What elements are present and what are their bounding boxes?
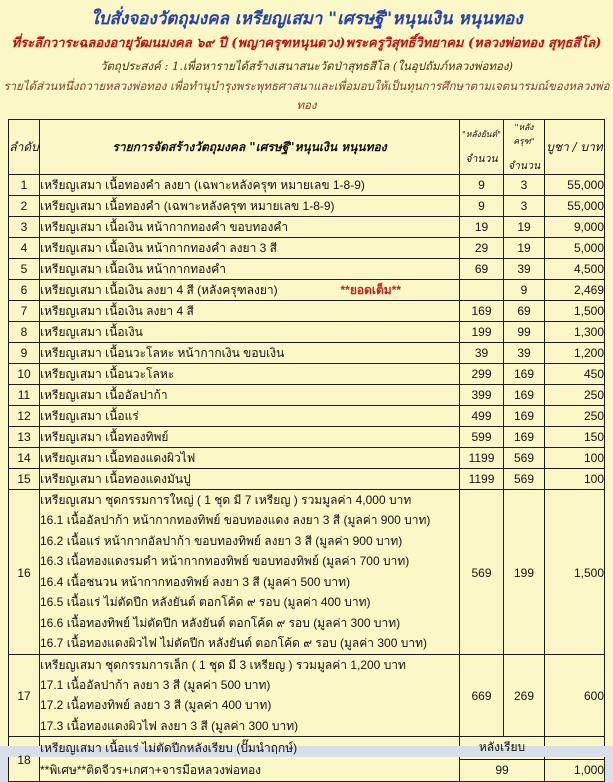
sub-item-line: 16.3 เนื้อทองแดงรมดำ หน้ากากทองทิพย์ ขอบทองทิพย์ (มูลค่า 700 บาท) bbox=[40, 554, 410, 568]
order-row bbox=[9, 654, 605, 737]
item-text: เหรียญเสมา เนื้อเงิน หน้ากากทองคำ bbox=[40, 262, 226, 276]
row-number-cell: 18 bbox=[9, 737, 40, 782]
order-row bbox=[9, 406, 605, 427]
order-row bbox=[9, 301, 605, 322]
row-number-cell: 12 bbox=[9, 406, 40, 427]
item-description-cell bbox=[40, 385, 460, 406]
order-row bbox=[9, 238, 605, 259]
qty-back-garuda-cell: 169 bbox=[504, 364, 545, 385]
item-description-cell bbox=[40, 280, 460, 301]
form-subtitle: ที่ระลึกวาระฉลองอายุวัฒนมงคล ๖๙ ปี (พญาครุฑหนุนดวง)พระครูวิสุทธิ์วิทยาคม (หลวงพ่อทอง สุทฺธสีโล) bbox=[11, 36, 602, 51]
qty-cell: 99 bbox=[460, 759, 545, 782]
sub-item-line: 16.6 เนื้อทองทิพย์ ไม่ตัดปีก หลังยันต์ ตอกโค้ด ๙ รอบ (มูลค่า 300 บาท) bbox=[40, 615, 401, 630]
sub-item-line: 16.7 เนื้อทองแดงผิวไฟ ไม่ตัดปีก หลังยันต์ ตอกโค้ด ๙ รอบ (มูลค่า 300 บาท) bbox=[40, 636, 427, 650]
table-header-row bbox=[9, 120, 605, 175]
qty-back-yant-cell: 1199 bbox=[460, 469, 504, 490]
item-description-cell bbox=[40, 654, 460, 737]
order-table-body bbox=[9, 175, 605, 782]
price-cell: 5,000 bbox=[545, 238, 605, 259]
row-number-cell: 13 bbox=[9, 427, 40, 448]
sold-out-badge: **ยอดเต็ม** bbox=[340, 283, 401, 297]
item-description-cell bbox=[40, 469, 460, 490]
sub-item-line: 17.2 เนื้อทองทิพย์ ลงยา 3 สี (มูลค่า 400 บาท) bbox=[40, 698, 272, 712]
qty-back-yant-cell: 39 bbox=[460, 343, 504, 364]
form-note: รายได้ส่วนหนึ่งถวายหลวงพ่อทอง เพื่อทำนุบำรุงพระพุทธศาสนาและเพื่อมอบให้เป็นทุนการศึกษาตามเจตนารมณ์ของหลวงพ่อทอง bbox=[3, 79, 610, 112]
qty-back-yant-cell: 569 bbox=[460, 490, 504, 655]
qty-back-garuda-cell: 199 bbox=[504, 490, 545, 655]
qty-back-yant-cell: 1199 bbox=[460, 448, 504, 469]
order-row bbox=[9, 280, 605, 301]
price-cell: 9,000 bbox=[545, 217, 605, 238]
qty-back-garuda-cell: 9 bbox=[504, 280, 545, 301]
row-number-cell: 10 bbox=[9, 364, 40, 385]
order-row bbox=[9, 259, 605, 280]
qty-back-garuda-cell: 19 bbox=[504, 217, 545, 238]
qty-back-yant-cell: 9 bbox=[460, 196, 504, 217]
row-number-cell: 8 bbox=[9, 322, 40, 343]
price-cell: 55,000 bbox=[545, 196, 605, 217]
order-row bbox=[9, 217, 605, 238]
item-text: เหรียญเสมา เนื้อนวะโลหะ หน้ากากเงิน ขอบเงิน bbox=[40, 346, 285, 360]
column-header-no: ลำดับ bbox=[9, 120, 40, 175]
price-cell: 2,469 bbox=[545, 280, 605, 301]
qty-back-yant-cell: 499 bbox=[460, 406, 504, 427]
qty-back-garuda-cell: 39 bbox=[504, 259, 545, 280]
price-cell: 150 bbox=[545, 427, 605, 448]
order-row bbox=[9, 427, 605, 448]
item-text: เหรียญเสมา เนื้ออัลปาก้า bbox=[40, 388, 168, 402]
item-description-cell bbox=[40, 259, 460, 280]
item-description-cell bbox=[40, 301, 460, 322]
row-number-cell: 2 bbox=[9, 196, 40, 217]
sub-item-line: 16.5 เนื้อแร่ ไม่ตัดปีก หลังยันต์ ตอกโค้ด ๙ รอบ (มูลค่า 400 บาท) bbox=[40, 595, 371, 609]
qty-back-yant-cell: 669 bbox=[460, 654, 504, 737]
qty-back-garuda-cell: 3 bbox=[504, 175, 545, 196]
sub-item-line: 17.3 เนื้อทองแดงผิวไฟ ลงยา 3 สี (มูลค่า 300 บาท) bbox=[40, 718, 299, 733]
row-number-cell: 6 bbox=[9, 280, 40, 301]
special-note-text: **พิเศษ**ติดจีวร+เกศา+จารมือหลวงพ่อทอง bbox=[40, 763, 262, 777]
qty-back-yant-cell: 399 bbox=[460, 385, 504, 406]
item-description-cell bbox=[40, 196, 460, 217]
back-yant-label: "หลังยันต์" bbox=[461, 130, 502, 140]
form-purpose: วัตถุประสงค์ : 1.เพื่อหารายได้สร้างเสนาสนะวัดป่าสุทธสีโล (ในอุปถัมภ์หลวงพ่อทอง) bbox=[100, 59, 513, 73]
sub-item-line: 16.1 เนื้ออัลปาก้า หน้ากากทองทิพย์ ขอบทองแดง ลงยา 3 สี (มูลค่า 900 บาท) bbox=[40, 513, 431, 527]
row-number-cell: 3 bbox=[9, 217, 40, 238]
price-cell: 4,500 bbox=[545, 259, 605, 280]
qty-back-yant-cell: 299 bbox=[460, 364, 504, 385]
row-number-cell: 1 bbox=[9, 175, 40, 196]
item-text: เหรียญเสมา เนื้อทองทิพย์ bbox=[40, 430, 169, 444]
price-cell: 250 bbox=[545, 406, 605, 427]
price-cell: 1,300 bbox=[545, 322, 605, 343]
form-header bbox=[0, 7, 613, 115]
price-cell: 1,500 bbox=[545, 490, 605, 655]
qty-back-yant-cell: 9 bbox=[460, 175, 504, 196]
item-description-cell bbox=[40, 490, 460, 655]
item-description-cell bbox=[40, 217, 460, 238]
order-row bbox=[9, 490, 605, 655]
qty-back-yant-cell: 599 bbox=[460, 427, 504, 448]
form-title: ใบสั่งจองวัตถุมงคล เหรียญเสมา "เศรษฐี"หนุนเงิน หนุนทอง bbox=[90, 9, 523, 29]
qty-back-garuda-cell: 69 bbox=[504, 301, 545, 322]
column-header-back-yant bbox=[460, 120, 504, 175]
row-number-cell: 4 bbox=[9, 238, 40, 259]
qty-back-yant-cell: 29 bbox=[460, 238, 504, 259]
item-description-cell bbox=[40, 343, 460, 364]
qty-back-garuda-cell: 269 bbox=[504, 654, 545, 737]
item-text: เหรียญเสมา ชุดกรรมการใหญ่ ( 1 ชุด มี 7 เหรียญ ) รวมมูลค่า 4,000 บาท bbox=[40, 493, 412, 507]
qty-back-yant-cell: 69 bbox=[460, 259, 504, 280]
item-text: เหรียญเสมา เนื้อนวะโลหะ bbox=[40, 367, 175, 381]
qty-back-garuda-cell: 39 bbox=[504, 343, 545, 364]
item-description-cell bbox=[40, 322, 460, 343]
row-number-cell: 16 bbox=[9, 490, 40, 655]
item-text: เหรียญเสมา เนื้อทองแดงมันปู bbox=[40, 472, 191, 486]
item-description-cell bbox=[40, 737, 460, 782]
item-description-cell bbox=[40, 364, 460, 385]
column-header-back-garuda bbox=[504, 120, 545, 175]
order-row bbox=[9, 322, 605, 343]
back-garuda-label: "หลังครุฑ" bbox=[513, 123, 535, 147]
qty-back-yant-cell: 19 bbox=[460, 217, 504, 238]
qty-back-yant-cell: 199 bbox=[460, 322, 504, 343]
qty-back-garuda-cell: 569 bbox=[504, 469, 545, 490]
item-text: เหรียญเสมา เนื้อแร่ bbox=[40, 409, 139, 423]
order-row bbox=[9, 175, 605, 196]
row-number-cell: 14 bbox=[9, 448, 40, 469]
item-text: เหรียญเสมา เนื้อเงิน หน้ากากทองคำ ขอบทองคำ bbox=[40, 220, 289, 234]
qty-back-garuda-cell: 169 bbox=[504, 385, 545, 406]
item-description-cell bbox=[40, 427, 460, 448]
qty-back-yant-cell: 169 bbox=[460, 301, 504, 322]
item-description-cell bbox=[40, 175, 460, 196]
item-text: เหรียญเสมา เนื้อทองคำ (เฉพาะหลังครุฑ หมายเลข 1-8-9) bbox=[40, 199, 335, 213]
row-number-cell: 5 bbox=[9, 259, 40, 280]
row-number-cell: 7 bbox=[9, 301, 40, 322]
qty-back-garuda-cell: 19 bbox=[504, 238, 545, 259]
qty-back-garuda-cell: 3 bbox=[504, 196, 545, 217]
qty-back-yant-cell bbox=[460, 280, 504, 301]
order-table bbox=[8, 119, 605, 782]
order-row bbox=[9, 448, 605, 469]
item-description-cell bbox=[40, 448, 460, 469]
back-plain-label-cell: หลังเรียบ bbox=[460, 737, 545, 760]
sub-item-line: 17.1 เนื้ออัลปาก้า ลงยา 3 สี (มูลค่า 500 บาท) bbox=[40, 677, 271, 692]
order-row bbox=[9, 343, 605, 364]
price-cell: 100 bbox=[545, 469, 605, 490]
order-row bbox=[9, 364, 605, 385]
qty-label: จำนวน bbox=[507, 160, 541, 172]
qty-back-garuda-cell: 569 bbox=[504, 448, 545, 469]
price-cell: 250 bbox=[545, 385, 605, 406]
row-number-cell: 11 bbox=[9, 385, 40, 406]
item-text: เหรียญเสมา เนื้อเงิน ลงยา 4 สี bbox=[40, 304, 194, 318]
row-number-cell: 17 bbox=[9, 654, 40, 737]
price-cell: 1,000 bbox=[545, 759, 605, 782]
qty-label: จำนวน bbox=[465, 153, 498, 165]
price-cell: 1,500 bbox=[545, 301, 605, 322]
price-cell: 100 bbox=[545, 448, 605, 469]
column-header-price: บูชา / บาท bbox=[545, 120, 605, 175]
item-text: เหรียญเสมา เนื้อทองแดงผิวไฟ bbox=[40, 451, 196, 465]
qty-back-garuda-cell: 169 bbox=[504, 427, 545, 448]
item-description-cell bbox=[40, 238, 460, 259]
item-text: เหรียญเสมา เนื้อเงิน หน้ากากทองคำ ลงยา 3 สี bbox=[40, 241, 277, 255]
column-header-item: รายการจัดสร้างวัตถุมงคล "เศรษฐี"หนุนเงิน หนุนทอง bbox=[40, 120, 460, 175]
qty-back-garuda-cell: 99 bbox=[504, 322, 545, 343]
sub-item-line: 16.2 เนื้อแร่ หน้ากากอัลปาก้า ขอบทองทิพย์ ลงยา 3 สี (มูลค่า 900 บาท) bbox=[40, 533, 403, 548]
row-number-cell: 9 bbox=[9, 343, 40, 364]
price-cell: 450 bbox=[545, 364, 605, 385]
order-row bbox=[9, 469, 605, 490]
qty-back-garuda-cell: 169 bbox=[504, 406, 545, 427]
row-number-cell: 15 bbox=[9, 469, 40, 490]
item-description-cell bbox=[40, 406, 460, 427]
price-cell: 600 bbox=[545, 654, 605, 737]
price-cell: 55,000 bbox=[545, 175, 605, 196]
item-text: เหรียญเสมา เนื้อเงิน ลงยา 4 สี (หลังครุฑลงยา) **ยอดเต็ม** bbox=[40, 280, 459, 300]
price-cell: 1,200 bbox=[545, 343, 605, 364]
order-row bbox=[9, 385, 605, 406]
item-text: เหรียญเสมา เนื้อเงิน bbox=[40, 325, 143, 339]
sub-item-line: 16.4 เนื้อชนวน หน้ากากทองทิพย์ ลงยา 3 สี (มูลค่า 500 บาท) bbox=[40, 574, 351, 589]
item-text: เหรียญเสมา เนื้อทองคำ ลงยา (เฉพาะหลังครุฑ หมายเลข 1-8-9) bbox=[40, 178, 365, 192]
item-text: เหรียญเสมา ชุดกรรมการเล็ก ( 1 ชุด มี 3 เหรียญ ) รวมมูลค่า 1,200 บาท bbox=[40, 657, 406, 672]
order-row bbox=[9, 196, 605, 217]
